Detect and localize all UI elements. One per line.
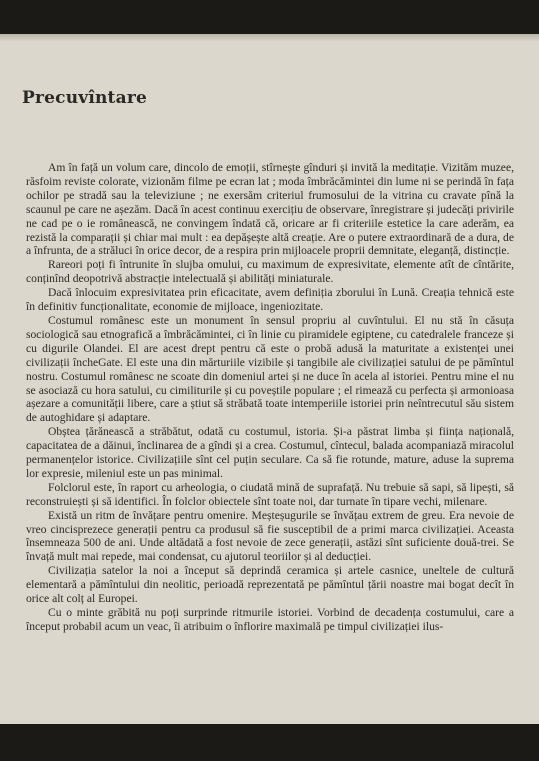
paragraph: Civilizația satelor la noi a început să deprindă ceramica și artele casnice, uneltele de cultură elementară a pămîntului din neolitic, perioadă reprezentată pe pămîntul țării noastre mai bogat decît în orice alt colț al Europei.	[26, 564, 514, 606]
paragraph: Obștea țărănească a străbătut, odată cu costumul, istoria. Și-a păstrat limba și ființa națională, capacitatea de a dăinui, înclinarea de a gîndi și a crea. Costumul, cîntecul, balada acompaniază miracolul permanențelor istorice. Civilizațiile sînt cel puțin seculare. Ca să fie rotunde, mature, aduse la suprema lor expresie, mileniul este un pas minimal.	[26, 425, 514, 480]
paragraph: Există un ritm de învățare pentru omenire. Meșteșugurile se învățau extrem de greu. Era nevoie de vreo cincisprezece generații pentru ca produsul să fie susceptibil de a primi marca civilizației. Aceasta însemneaza 500 de ani. Unde altădată a fost nevoie de zece generații, astăzi sînt suficiente două-trei. Se învață mult mai repede, mai condensat, cu ajutorul teoriilor și al deducției.	[26, 508, 514, 564]
paragraph: Dacă înlocuim expresivitatea prin eficacitate, avem definiția zborului în Lună. Creația tehnică este în definitiv funcționalitate, economie de mijloace, ingeniozitate.	[26, 286, 514, 314]
paragraph: Cu o minte grăbită nu poți surprinde ritmurile istoriei. Vorbind de decadența costumului, care a început probabil acum un veac, îi atribuim o înflorire maximală pe timpul civilizației ilus-	[26, 606, 514, 633]
book-page	[0, 34, 539, 724]
body-text	[26, 161, 514, 634]
paragraph: Am în față un volum care, dincolo de emoții, stîrnește gînduri și invită la meditație. Vizităm muzee, răsfoim reviste colorate, vizionăm filme pe ecran lat ; moda îmbrăcămintei din lume ni se perindă în fața ochilor pe stradă sau la televiziune ; ne exersăm criteriul frumosului de la vitrina cu cravate pînă la scaunul pe care ne așezăm. Dacă în acest continuu exercițiu de observare, înregistrare și judecăți privirile ne cad pe o ie românească, ne convingem îndată că, oricare ar fi criteriile estetice la care aderăm, ea rezistă la comparații și chiar mai mult : ea depășește altă creație. Are o putere extraordinară de a dura, de a înfrunta, de a străluci în orice decor, de a respira prin mijloacele proprii demnitate, eleganță, distincție.	[26, 161, 514, 258]
paragraph: Rareori poți fi întrunite în slujba omului, cu maximum de expresivitate, elemente atît de cîntărite, conținînd deopotrivă abstracție intelectuală și abilități miniaturale.	[26, 258, 514, 286]
paragraph: Folclorul este, în raport cu arheologia, o ciudată mină de suprafață. Nu trebuie să sapi, să lipești, să reconstruiești și să identifici. În folclor obiectele sînt toate noi, dar turnate în tipare vechi, milenare.	[26, 480, 514, 508]
page-edge-shadow	[0, 34, 539, 42]
page-title: Precuvîntare	[22, 88, 148, 108]
paragraph: Costumul românesc este un monument în sensul propriu al cuvîntului. El nu stă în căsuța sociologică sau etnografică a îmbrăcămintei, ci în linie cu piramidele egiptene, cu catedralele franceze și cu digurile Olandei. El are acest drept pentru că este o probă adusă la maturitate a existenței unei civilizații încheGate. El este una din mărturiile vizibile și tangibile ale civilizației satului de pe pămîntul nostru. Costumul românesc ne scoate din domeniul artei și ne duce în acela al istoriei. Pentru mine el nu se asociază cu hora satului, cu cimiliturile și cu poveștile populare ; el rimează cu perfecta și armonioasa așezare a comunității libere, care a știut să străbată toate intemperiile istoriei prin neîntrecutul său sistem de autoghidare și adaptare.	[26, 313, 514, 425]
